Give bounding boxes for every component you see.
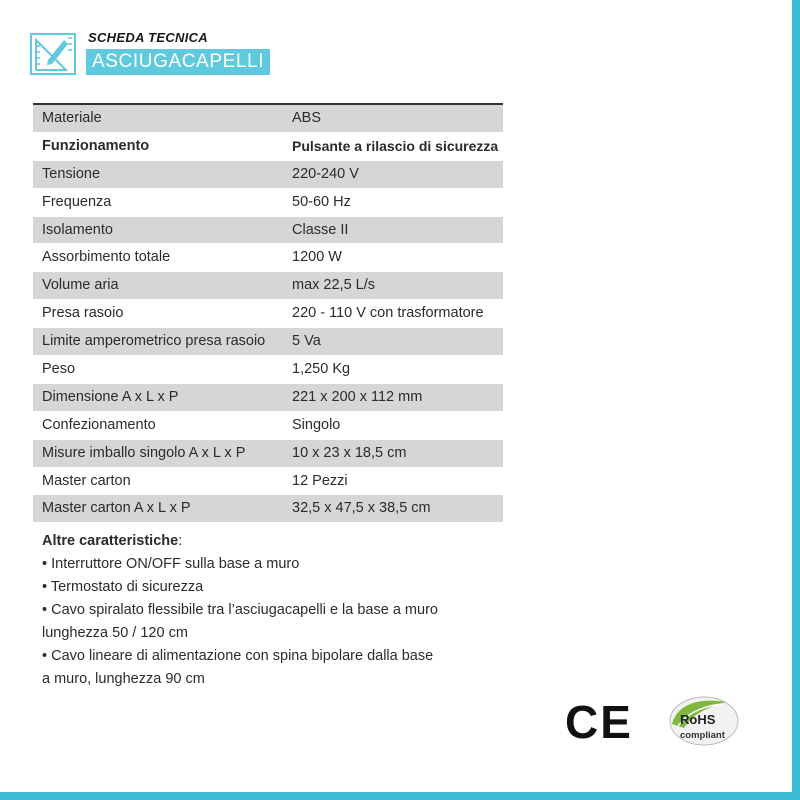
spec-row <box>33 217 503 245</box>
document-type-label: SCHEDA TECNICA <box>88 30 209 45</box>
spec-row <box>33 189 503 217</box>
spec-label: Tensione <box>42 165 101 182</box>
features-heading: Altre caratteristiche <box>42 533 179 549</box>
spec-row <box>33 412 503 440</box>
spec-row <box>33 495 503 523</box>
spec-row <box>33 272 503 300</box>
spec-label: Peso <box>42 361 76 378</box>
spec-value: ABS <box>292 110 322 126</box>
spec-value: Classe II <box>292 221 349 238</box>
spec-value: 220-240 V <box>292 165 359 182</box>
features-heading-colon: : <box>178 533 183 549</box>
spec-row <box>33 105 503 133</box>
spec-row <box>33 384 503 412</box>
bottom-accent-border <box>0 792 800 800</box>
feature-item: • Cavo spiralato flessibile tra l’asciugacapelli e la base a muro <box>42 602 438 618</box>
spec-label: Volume aria <box>42 277 119 294</box>
spec-row <box>33 440 503 468</box>
feature-item: • Cavo lineare di alimentazione con spina bipolare dalla base <box>42 648 434 664</box>
feature-item-continuation: a muro, lunghezza 90 cm <box>42 671 205 687</box>
spec-value: 10 x 23 x 18,5 cm <box>292 444 407 461</box>
spec-table <box>33 103 503 523</box>
feature-item: • Termostato di sicurezza <box>42 579 204 595</box>
spec-label: Dimensione A x L x P <box>42 388 179 405</box>
spec-label: Assorbimento totale <box>42 249 171 266</box>
spec-value: 5 Va <box>292 333 321 350</box>
spec-value: 221 x 200 x 112 mm <box>292 388 423 405</box>
spec-row <box>33 328 503 356</box>
ce-mark-logo: CE <box>565 696 633 748</box>
spec-row <box>33 300 503 328</box>
spec-value: 220 - 110 V con trasformatore <box>292 305 484 322</box>
spec-label: Master carton A x L x P <box>42 500 191 517</box>
spec-value: 1200 W <box>292 249 342 266</box>
spec-row <box>33 356 503 384</box>
spec-row <box>33 244 503 272</box>
product-title: ASCIUGACAPELLI <box>86 49 270 75</box>
spec-label: Misure imballo singolo A x L x P <box>42 444 246 461</box>
spec-label: Confezionamento <box>42 416 156 433</box>
spec-value: 50-60 Hz <box>292 193 351 210</box>
rohs-compliant-label: compliant <box>680 730 725 741</box>
spec-label: Limite amperometrico presa rasoio <box>42 333 266 350</box>
spec-value: max 22,5 L/s <box>292 277 376 294</box>
spec-label: Presa rasoio <box>42 305 124 322</box>
spec-row <box>33 468 503 496</box>
rohs-label: RoHS <box>680 712 716 727</box>
spec-label: Materiale <box>42 110 102 126</box>
features-section <box>42 530 482 691</box>
feature-item: • Interruttore ON/OFF sulla base a muro <box>42 556 300 572</box>
spec-row <box>33 133 503 161</box>
features-heading-line <box>42 530 482 553</box>
spec-value: Singolo <box>292 416 341 433</box>
spec-value: Pulsante a rilascio di sicurezza <box>292 137 499 154</box>
spec-label: Frequenza <box>42 193 112 210</box>
spec-label: Master carton <box>42 472 131 489</box>
spec-row <box>33 161 503 189</box>
right-accent-border <box>792 0 800 800</box>
spec-label: Isolamento <box>42 221 113 238</box>
spec-value: 32,5 x 47,5 x 38,5 cm <box>292 500 431 517</box>
spec-value: 12 Pezzi <box>292 472 348 489</box>
spec-label: Funzionamento <box>42 137 150 154</box>
drafting-tools-icon <box>28 30 78 78</box>
feature-item-continuation: lunghezza 50 / 120 cm <box>42 625 188 641</box>
spec-value: 1,250 Kg <box>292 361 351 378</box>
